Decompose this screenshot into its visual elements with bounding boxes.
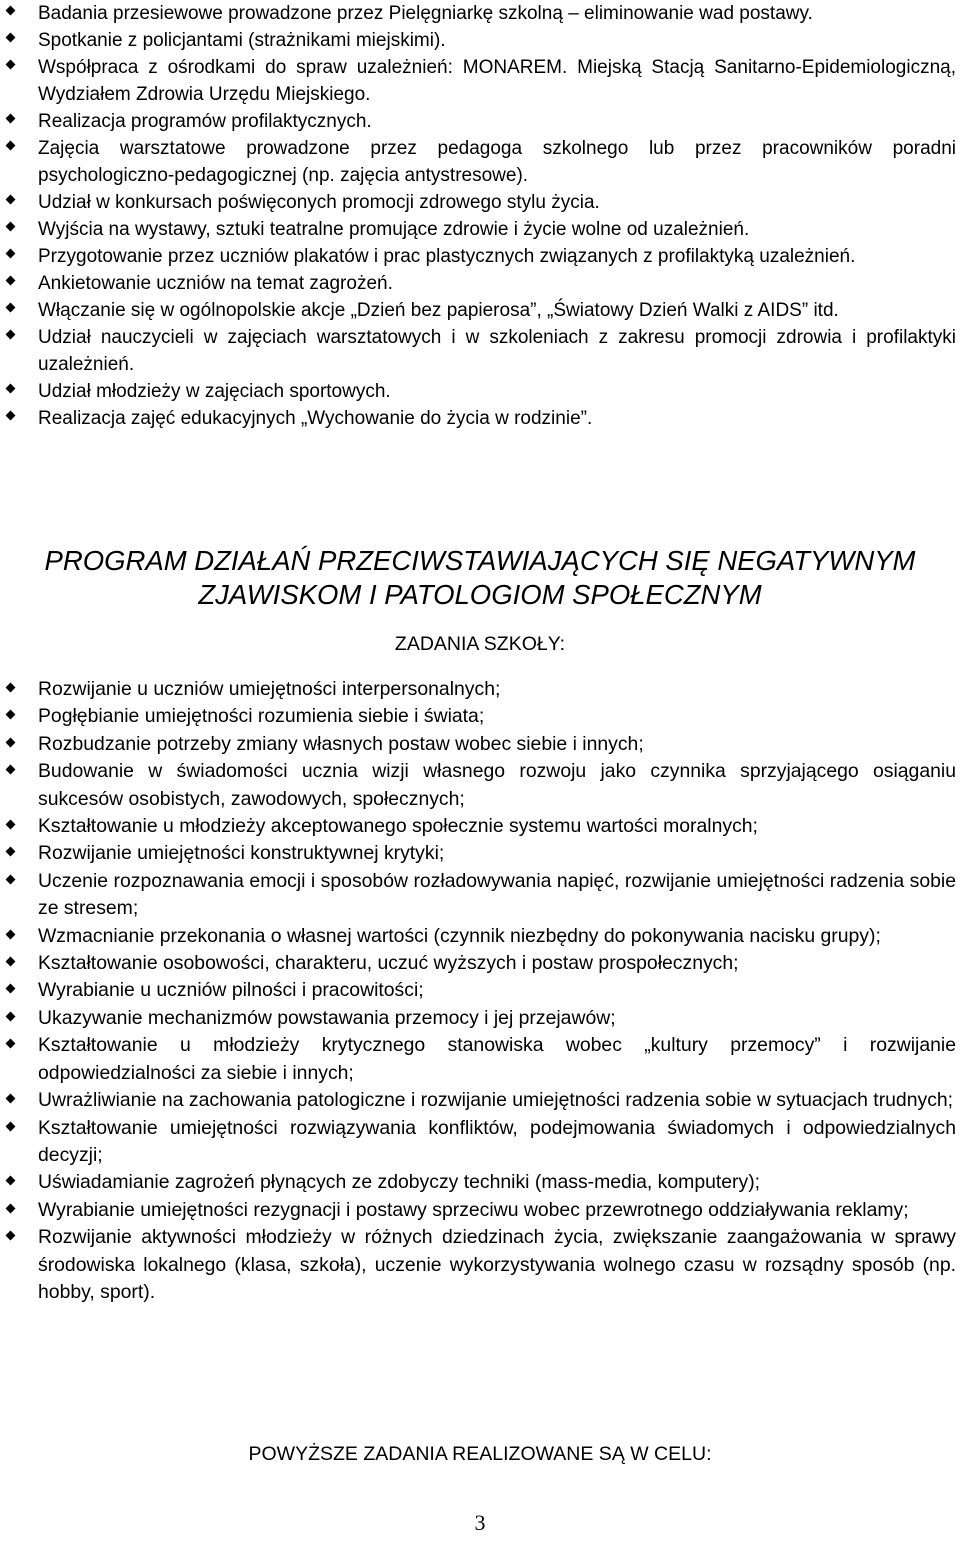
diamond-bullet-icon — [7, 7, 15, 15]
list-item: Wyrabianie umiejętności rezygnacji i postawy sprzeciwu wobec przewrotnego oddziaływania reklamy; — [38, 1197, 956, 1224]
diamond-bullet-icon — [7, 385, 15, 393]
list-item: Budowanie w świadomości ucznia wizji własnego rozwoju jako czynnika sprzyjającego osiąganiu sukcesów osobistych, zawodowych, społecznych; — [38, 758, 956, 813]
diamond-bullet-icon — [7, 277, 15, 285]
list-item: Włączanie się w ogólnopolskie akcje „Dzień bez papierosa”, „Światowy Dzień Walki z AIDS” itd. — [38, 297, 956, 324]
list-item: Wyjścia na wystawy, sztuki teatralne promujące zdrowie i życie wolne od uzależnień. — [38, 216, 956, 243]
list-item: Ankietowanie uczniów na temat zagrożeń. — [38, 270, 956, 297]
diamond-bullet-icon — [7, 1123, 15, 1131]
diamond-bullet-icon — [7, 1013, 15, 1021]
diamond-bullet-icon — [7, 958, 15, 966]
list-item: Spotkanie z policjantami (strażnikami miejskimi). — [38, 27, 956, 54]
list-item: Udział w konkursach poświęconych promocji zdrowego stylu życia. — [38, 189, 956, 216]
list-item: Rozwijanie u uczniów umiejętności interpersonalnych; — [38, 676, 956, 703]
list-item: Pogłębianie umiejętności rozumienia siebie i świata; — [38, 703, 956, 730]
list-item: Współpraca z ośrodkami do spraw uzależnień: MONAREM. Miejską Stacją Sanitarno-Epidemiologiczną, Wydziałem Zdrowia Urzędu Miejskiego. — [38, 54, 956, 108]
list-item: Rozbudzanie potrzeby zmiany własnych postaw wobec siebie i innych; — [38, 731, 956, 758]
list-item: Wyrabianie u uczniów pilności i pracowitości; — [38, 977, 956, 1004]
list-item: Udział młodzieży w zajęciach sportowych. — [38, 378, 956, 405]
list-item: Uświadamianie zagrożeń płynących ze zdobyczy techniki (mass-media, komputery); — [38, 1169, 956, 1196]
program-title-line-1: PROGRAM DZIAŁAŃ PRZECIWSTAWIAJĄCYCH SIĘ NEGATYWNYM — [44, 545, 916, 576]
diamond-bullet-icon — [7, 196, 15, 204]
school-tasks-list — [38, 676, 956, 1306]
page-number: 3 — [474, 1510, 486, 1535]
diamond-bullet-icon — [7, 304, 15, 312]
diamond-bullet-icon — [7, 1232, 15, 1240]
list-item: Uwrażliwianie na zachowania patologiczne i rozwijanie umiejętności radzenia sobie w sytuacjach trudnych; — [38, 1087, 956, 1114]
list-item: Zajęcia warsztatowe prowadzone przez pedagoga szkolnego lub przez pracowników poradni psychologiczno-pedagogicznej (np. zajęcia antystresowe). — [38, 135, 956, 189]
list-item: Realizacja zajęć edukacyjnych „Wychowanie do życia w rodzinie”. — [38, 405, 956, 432]
list-item: Rozwijanie aktywności młodzieży w różnych dziedzinach życia, zwiększanie zaangażowania w sprawy środowiska lokalnego (klasa, szkoła), uczenie wykorzystywania wolnego czasu w rozsądny sposób (np. hobby, sport). — [38, 1224, 956, 1306]
diamond-bullet-icon — [7, 711, 15, 719]
diamond-bullet-icon — [7, 985, 15, 993]
list-item: Kształtowanie umiejętności rozwiązywania konfliktów, podejmowania świadomych i odpowiedzialnych decyzji; — [38, 1115, 956, 1170]
diamond-bullet-icon — [7, 876, 15, 884]
diamond-bullet-icon — [7, 931, 15, 939]
program-title-line-2: ZJAWISKOM I PATOLOGIOM SPOŁECZNYM — [198, 579, 762, 610]
diamond-bullet-icon — [7, 1040, 15, 1048]
diamond-bullet-icon — [7, 684, 15, 692]
list-item: Kształtowanie u młodzieży akceptowanego społecznie systemu wartości moralnych; — [38, 813, 956, 840]
diamond-bullet-icon — [7, 1095, 15, 1103]
section-heading-zadania: ZADANIA SZKOŁY: — [394, 633, 566, 655]
list-item: Rozwijanie umiejętności konstruktywnej krytyki; — [38, 840, 956, 867]
diamond-bullet-icon — [7, 115, 15, 123]
diamond-bullet-icon — [7, 848, 15, 856]
diamond-bullet-icon — [7, 223, 15, 231]
activities-list — [38, 0, 956, 432]
diamond-bullet-icon — [7, 34, 15, 42]
diamond-bullet-icon — [7, 1205, 15, 1213]
list-item: Wzmacnianie przekonania o własnej wartości (czynnik niezbędny do pokonywania nacisku grupy); — [38, 923, 956, 950]
diamond-bullet-icon — [7, 61, 15, 69]
diamond-bullet-icon — [7, 1177, 15, 1185]
list-item: Kształtowanie osobowości, charakteru, uczuć wyższych i postaw prospołecznych; — [38, 950, 956, 977]
list-item: Kształtowanie u młodzieży krytycznego stanowiska wobec „kultury przemocy” i rozwijanie odpowiedzialności za siebie i innych; — [38, 1032, 956, 1087]
diamond-bullet-icon — [7, 821, 15, 829]
diamond-bullet-icon — [7, 766, 15, 774]
list-item: Badania przesiewowe prowadzone przez Pielęgniarkę szkolną – eliminowanie wad postawy. — [38, 0, 956, 27]
list-item: Uczenie rozpoznawania emocji i sposobów rozładowywania napięć, rozwijanie umiejętności radzenia sobie ze stresem; — [38, 868, 956, 923]
list-item: Realizacja programów profilaktycznych. — [38, 108, 956, 135]
list-item: Udział nauczycieli w zajęciach warsztatowych i w szkoleniach z zakresu promocji zdrowia i profilaktyki uzależnień. — [38, 324, 956, 378]
diamond-bullet-icon — [7, 250, 15, 258]
diamond-bullet-icon — [7, 142, 15, 150]
list-item: Przygotowanie przez uczniów plakatów i prac plastycznych związanych z profilaktyką uzależnień. — [38, 243, 956, 270]
diamond-bullet-icon — [7, 412, 15, 420]
diamond-bullet-icon — [7, 331, 15, 339]
diamond-bullet-icon — [7, 739, 15, 747]
section-heading-powyzsze: POWYŻSZE ZADANIA REALIZOWANE SĄ W CELU: — [248, 1443, 712, 1465]
list-item: Ukazywanie mechanizmów powstawania przemocy i jej przejawów; — [38, 1005, 956, 1032]
